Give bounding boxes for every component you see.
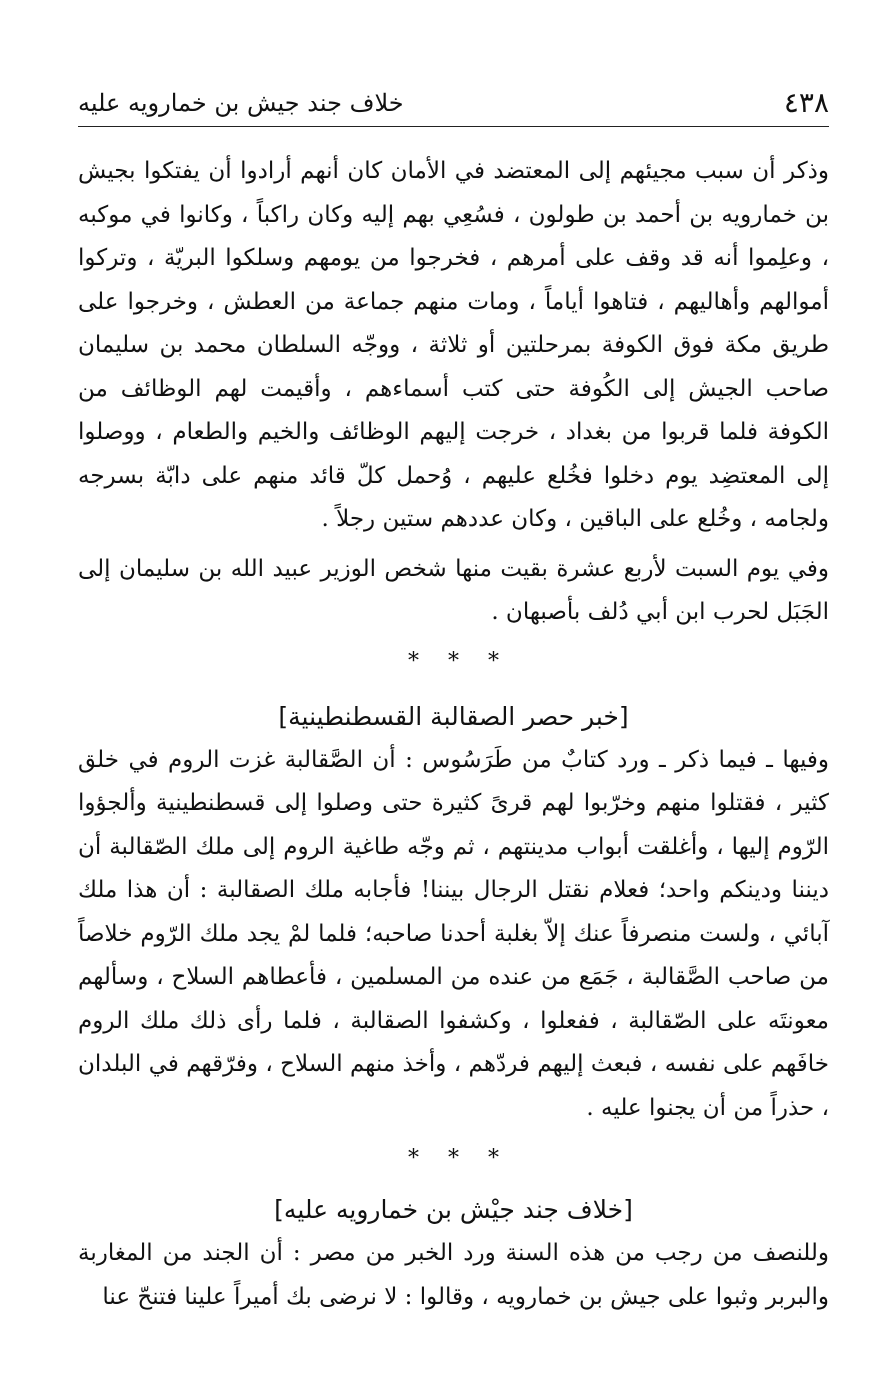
section-title: [خبر حصر الصقالبة القسطنطينية] (278, 701, 629, 731)
section-separator: * * * (408, 648, 499, 674)
paragraph: وذكر أن سبب مجيئهم إلى المعتضد في الأمان كان أنهم أرادوا أن يفتكوا بجيش بن خمارويه بن أحمد بن طولون ، فسُعِي بهم إليه وكان راكباً ، وكانوا في موكبه ، وعلِموا أنه قد وقف على أمرهم ، فخرجوا من يومهم وسلكوا البريّة ، وتركوا أموالهم وأهاليهم ، فتاهوا أياماً ، ومات منهم جماعة من العطش ، وخرجوا على طريق مكة فوق الكوفة بمرحلتين أو ثلاثة ، ووجّه السلطان محمد بن سليمان صاحب الجيش إلى الكُوفة حتى كتب أسماءهم ، وأقيمت لهم الوظائف من الكوفة فلما قربوا من بغداد ، خرجت إليهم الوظائف والخيم والطعام ، ووصلوا إلى المعتضِد يوم دخلوا فخُلع عليهم ، وُحمل كلّ قائد منهم على دابّة بسرجه ولجامه ، وخُلع على الباقين ، وكان عددهم ستين رجلاً . (78, 158, 829, 532)
paragraph: وللنصف من رجب من هذه السنة ورد الخبر من مصر : أن الجند من المغاربة والبربر وثبوا على جيش بن خمارويه ، وقالوا : لا نرضى بك أميراً علينا فتنحّ عنا (78, 1240, 829, 1310)
page-number: ٤٣٨ (783, 86, 829, 119)
section-title: [خلاف جند جيْش بن خمارويه عليه] (274, 1195, 633, 1224)
paragraph: وفيها ـ فيما ذكر ـ ورد كتابٌ من طَرَسُوس : أن الصَّقالبة غزت الروم في خلق كثير ، فقتلوا منهم وخرّبوا لهم قرىً كثيرة حتى وصلوا إلى قسطنطينية وألجؤوا الرّوم إليها ، وأغلقت أبواب مدينتهم ، ثم وجّه طاغية الروم إلى ملك الصّقالبة أن ديننا ودينكم واحد؛ فعلام نقتل الرجال بيننا! فأجابه ملك الصقالبة : أن هذا ملك آبائي ، ولست منصرفاً عنك إلاّ بغلبة أحدنا صاحبه؛ فلما لمْ يجد ملك الرّوم خلاصاً من صاحب الصَّقالبة ، جَمَع من عنده من المسلمين ، فأعطاهم السلاح ، وسألهم معونتَه على الصّقالبة ، ففعلوا ، وكشفوا الصقالبة ، فلما رأى ذلك ملك الروم خافَهم على نفسه ، فبعث إليهم فردّهم ، وأخذ منهم السلاح ، وفرّقهم في البلدان ، حذراً من أن يجنوا عليه . (78, 746, 829, 1121)
page-header (78, 86, 829, 127)
page-body (78, 150, 829, 1319)
running-title: خلاف جند جيش بن خمارويه عليه (78, 89, 404, 117)
section-separator: * * * (408, 1146, 499, 1171)
paragraph: وفي يوم السبت لأربع عشرة بقيت منها شخص الوزير عبيد الله بن سليمان إلى الجَبَل لحرب ابن أبي دُلف بأصبهان . (78, 555, 829, 625)
